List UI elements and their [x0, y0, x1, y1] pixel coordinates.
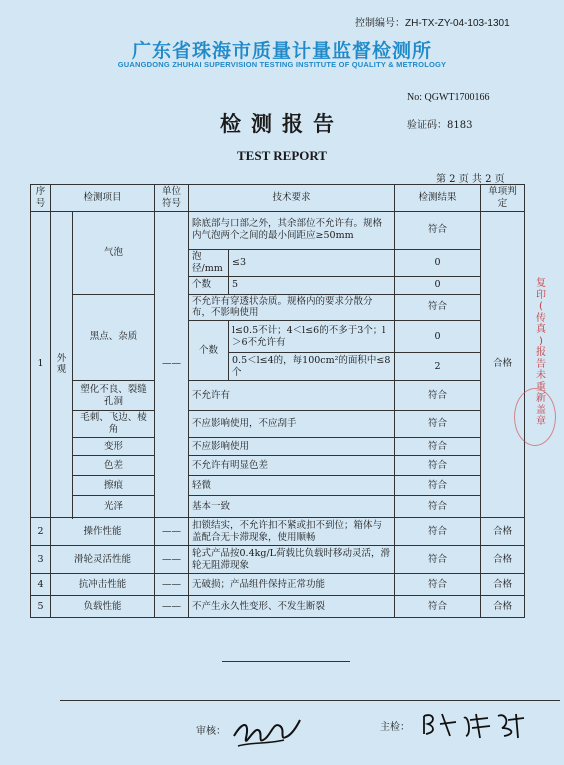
report-title-en: TEST REPORT [237, 148, 327, 163]
header-item: 检测项目 [51, 185, 155, 212]
table-row [31, 476, 525, 496]
seal-char: 复 [536, 278, 546, 289]
item-result: 符合 [395, 456, 481, 476]
table-row [31, 518, 525, 546]
seal-char: ) [539, 335, 543, 347]
table-row [31, 411, 525, 438]
row-item: 抗冲击性能 [51, 574, 155, 596]
bubble-sub2-value: 5 [229, 276, 395, 294]
report-number: No: QGWT1700166 [407, 92, 490, 103]
header-result: 检测结果 [395, 185, 481, 212]
row-unit: —— [155, 546, 189, 574]
header-verdict: 单项判定 [481, 185, 525, 212]
table-row [31, 438, 525, 456]
seal-stamp-icon [514, 388, 556, 446]
item-result: 符合 [395, 411, 481, 438]
row-unit: —— [155, 574, 189, 596]
row-seq: 5 [31, 596, 51, 618]
row-item: 负载性能 [51, 596, 155, 618]
row-seq: 1 [31, 211, 51, 517]
divider [222, 661, 350, 662]
spots-rule-b: 0.5＜l≤4的，每100cm²的面积中≤8个 [229, 353, 395, 381]
item-bubble: 气泡 [73, 211, 155, 294]
test-results-table [30, 184, 525, 618]
bubble-sub1-result: 0 [395, 249, 481, 276]
reviewer-signature-icon [228, 708, 304, 752]
seal-char: 传 [536, 312, 546, 324]
table-row [31, 211, 525, 249]
institute-name-en: GUANGDONG ZHUHAI SUPERVISION TESTING INSTITUTE OF QUALITY & METROLOGY [117, 60, 447, 69]
item-req: 基本一致 [189, 496, 395, 518]
row-verdict: 合格 [481, 574, 525, 596]
institute-name-cn: 广东省珠海市质量计量监督检测所 [131, 40, 432, 62]
item-name: 毛刺、飞边、棱角 [73, 411, 155, 438]
item-req: 不允许有明显色差 [189, 456, 395, 476]
item-result: 符合 [395, 381, 481, 411]
bubble-sub2-label: 个数 [189, 276, 229, 294]
req-bubble: 除底部与口部之外，其余部位不允许有。规格内气泡两个之间的最小间距应≥50mm [189, 211, 395, 249]
item-req: 不应影响使用 [189, 438, 395, 456]
row-item: 滑轮灵活性能 [51, 546, 155, 574]
bubble-sub2-result: 0 [395, 276, 481, 294]
page-indicator: 第 2 页 共 2 页 [436, 174, 505, 185]
item-name: 变形 [73, 438, 155, 456]
table-header-row [31, 185, 525, 212]
row-unit: —— [155, 211, 189, 517]
spots-rule-a-result: 0 [395, 321, 481, 353]
row-seq: 3 [31, 546, 51, 574]
verification-code: 验证码：8183 [407, 120, 473, 131]
row-unit: —— [155, 518, 189, 546]
spots-count-label: 个数 [189, 321, 229, 381]
seal-char: 章 [536, 416, 546, 427]
result-spots: 符合 [395, 294, 481, 321]
row-req: 扣锁结实，不允许扣不紧或扣不到位；箱体与盖配合无卡滞现象，使用顺畅 [189, 518, 395, 546]
item-spots: 黑点、杂质 [73, 294, 155, 381]
req-spots: 不允许有穿透状杂质。规格内的要求分散分布，不影响使用 [189, 294, 395, 321]
row-result: 符合 [395, 596, 481, 618]
item-result: 符合 [395, 438, 481, 456]
result-bubble: 符合 [395, 211, 481, 249]
seal-char: 重 [536, 381, 546, 393]
row-verdict: 合格 [481, 546, 525, 574]
item-name: 光泽 [73, 496, 155, 518]
item-req: 轻微 [189, 476, 395, 496]
table-row [31, 546, 525, 574]
bubble-sub1-label: 泡径/mm [189, 249, 229, 276]
table-row [31, 381, 525, 411]
row-result: 符合 [395, 546, 481, 574]
row-verdict: 合格 [481, 518, 525, 546]
inspector-label: 主检： [380, 722, 410, 733]
row-req: 不产生永久性变形、不发生断裂 [189, 596, 395, 618]
divider [60, 700, 560, 701]
verdict-row1: 合格 [481, 211, 525, 517]
bubble-sub1-value: ≤3 [229, 249, 395, 276]
seal-char: 盖 [536, 404, 546, 416]
row-category: 外观 [51, 211, 73, 517]
row-result: 符合 [395, 518, 481, 546]
item-name: 塑化不良、裂缝孔洞 [73, 381, 155, 411]
reviewer-label: 审核： [196, 726, 226, 737]
table-row [31, 496, 525, 518]
row-verdict: 合格 [481, 596, 525, 618]
spots-rule-a: l≤0.5不计；4＜l≤6的不多于3个；l＞6不允许有 [229, 321, 395, 353]
table-row [31, 574, 525, 596]
item-req: 不允许有 [189, 381, 395, 411]
row-item: 操作性能 [51, 518, 155, 546]
item-name: 擦痕 [73, 476, 155, 496]
spots-rule-b-result: 2 [395, 353, 481, 381]
row-req: 轮式产品按0.4kg/L荷载比负载时移动灵活，滑轮无阻滞现象 [189, 546, 395, 574]
control-number: 控制编号：ZH-TX-ZY-04-103-1301 [355, 18, 510, 29]
item-name: 色差 [73, 456, 155, 476]
row-seq: 4 [31, 574, 51, 596]
seal-char: ( [539, 301, 543, 312]
seal-char: 未 [536, 370, 546, 381]
header-unit: 单位符号 [155, 185, 189, 212]
row-unit: —— [155, 596, 189, 618]
item-result: 符合 [395, 476, 481, 496]
table-row [31, 596, 525, 618]
item-req: 不应影响使用，不应刮手 [189, 411, 395, 438]
report-title-cn: 检测报告 [220, 111, 344, 136]
row-result: 符合 [395, 574, 481, 596]
row-seq: 2 [31, 518, 51, 546]
row-req: 无破损；产品组件保持正常功能 [189, 574, 395, 596]
table-row [31, 294, 525, 321]
table-row [31, 456, 525, 476]
header-seq: 序号 [31, 185, 51, 212]
seal-char: 印 [536, 289, 546, 301]
header-requirement: 技术要求 [189, 185, 395, 212]
seal-char: 告 [536, 358, 546, 370]
item-result: 符合 [395, 496, 481, 518]
seal-char: 新 [536, 393, 546, 404]
seal-char: 真 [536, 324, 546, 335]
seal-char: 报 [536, 347, 546, 358]
inspector-signature-icon [420, 704, 530, 744]
